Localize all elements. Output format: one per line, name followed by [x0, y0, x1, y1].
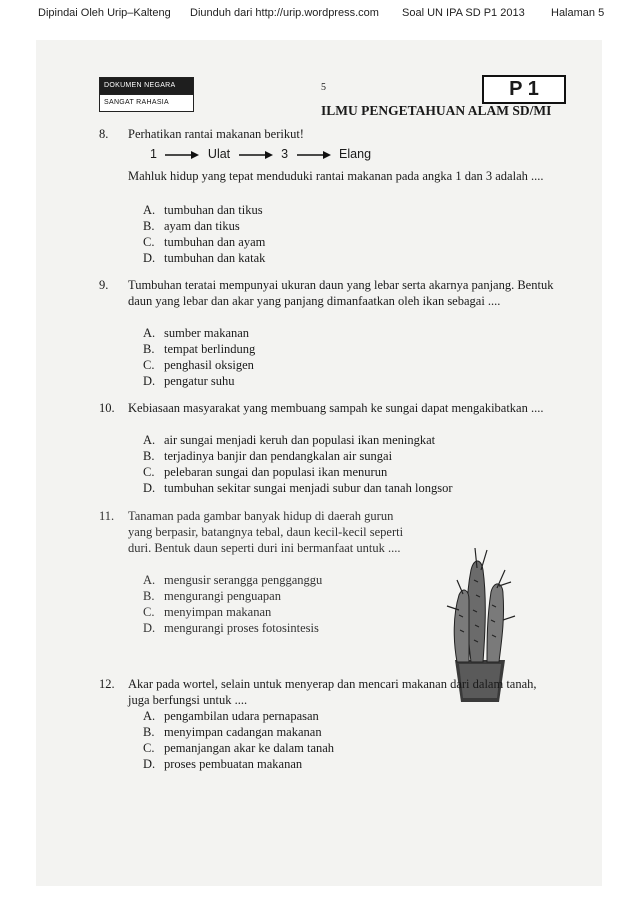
question-stem-continued: Mahluk hidup yang tepat menduduki rantai makanan pada angka 1 dan 3 adalah .... — [128, 169, 544, 183]
stamp-bottom: SANGAT RAHASIA — [100, 94, 193, 111]
chain-item-3: 3 — [281, 147, 289, 161]
question-stem: Kebiasaan masyarakat yang membuang sampah ke sungai dapat mengakibatkan .... — [128, 401, 544, 415]
chain-item-2: Ulat — [207, 147, 231, 161]
classification-stamp — [99, 77, 194, 112]
question-number: 8. — [99, 127, 109, 141]
stamp-top: DOKUMEN NEGARA — [100, 78, 193, 94]
question-stem: Tanaman pada gambar banyak hidup di daerah gurun yang berpasir, batangnya tebal, daun kecil-kecil seperti duri. Bentuk daun seperti duri ini bermanfaat untuk .... — [128, 509, 404, 555]
question-stem: Tumbuhan teratai mempunyai ukuran daun yang lebar serta akarnya panjang. Bentuk daun yang lebar dan akar yang panjang dimanfaatkan oleh ikan sebagai .... — [128, 278, 554, 308]
chain-item-1: 1 — [150, 147, 157, 161]
exam-page-number: 5 — [321, 82, 326, 93]
header-page-number: Halaman 5 — [551, 7, 605, 19]
arrow-right-icon — [239, 150, 273, 160]
question-stem: Perhatikan rantai makanan berikut! — [128, 127, 304, 141]
question-stem: Akar pada wortel, selain untuk menyerap dan mencari makanan dari dalam tanah, juga berfungsi untuk .... — [128, 677, 537, 707]
question-number: 10. — [99, 401, 115, 415]
subject-title: ILMU PENGETAHUAN ALAM SD/MI — [321, 103, 552, 118]
arrow-right-icon — [165, 150, 199, 160]
header-doc-title: Soal UN IPA SD P1 2013 — [402, 7, 525, 19]
arrow-right-icon — [297, 150, 331, 160]
chain-item-4: Elang — [339, 147, 372, 161]
page-header — [0, 0, 638, 26]
question-number: 11. — [99, 509, 115, 523]
scanned-page: DOKUMEN NEGARA SANGAT RAHASIA 5 P 1 ILMU PENGETAHUAN ALAM SD/MI 8. Perhatikan rantai makanan berikut! 1 Ulat 3 Elang Mahluk hidup yang tepat menduduki rantai makanan pada angka 1 dan 3 adalah .... A. tumbuhan dan tikus B. ayam dan tikus C. tumbuhan dan ayam D. tumbuhan dan katak 9. Tumbuhan teratai mempunyai ukuran daun yang lebar serta akarnya panjang. Bentuk daun yang lebar dan akar yang panjang dimanfaatkan oleh ikan sebagai .... A. sumber makanan B. tempat berlindung C. penghasil oksigen D. pengatur suhu 10. Kebiasaan masyarakat yang membuang sampah ke sungai dapat mengakibatkan .... A. air sungai menjadi keruh dan populasi ikan meningkat B. terjadinya banjir dan pendangkalan air sungai C. pelebaran sungai dan populasi ikan menurun D. tumbuhan sekitar sungai menjadi subur dan tanah longsor 11. Tanaman pada gambar banyak hidup di daerah gurun yang berpasir, batangnya tebal, daun kecil-kecil seperti duri. Bentuk daun seperti duri ini bermanfaat untuk .... A. mengusir serangga pengganggu B. mengurangi penguapan C. menyimpan makanan D. mengurangi proses fotosintesis 12. Akar pada wortel, selain untuk menyerap dan mencari makanan dari dalam tanah, juga berfungsi untuk .... A. pengambilan udara pernapasan B. menyimpan cadangan makanan C. pemanjangan akar ke dalam tanah D. proses pembuatan makanan — [36, 40, 602, 886]
question-number: 9. — [99, 278, 109, 292]
header-source-url[interactable]: Diunduh dari http://urip.wordpress.com — [190, 7, 379, 19]
question-number: 12. — [99, 677, 115, 691]
header-scanner-credit: Dipindai Oleh Urip–Kalteng — [38, 7, 171, 19]
food-chain — [150, 146, 371, 162]
paper-code-box: P 1 — [482, 75, 566, 104]
